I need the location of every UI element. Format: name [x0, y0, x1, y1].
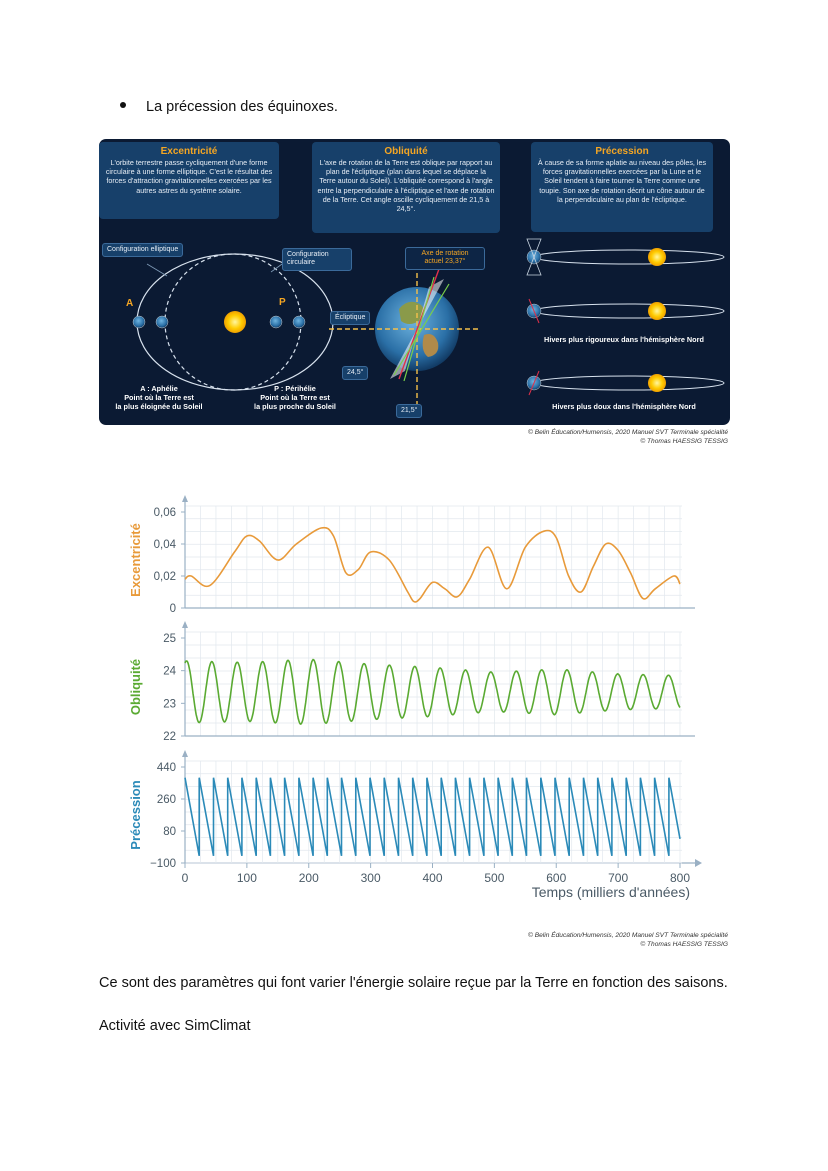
aphelie-label: A : Aphélie Point où la Terre est la plus éloignée du Soleil [115, 384, 203, 411]
y-tick-label: 23 [163, 698, 176, 711]
x-tick-label: 100 [236, 871, 257, 885]
x-tick-label: 500 [484, 871, 505, 885]
x-tick-label: 300 [360, 871, 381, 885]
excentricite-title: Excentricité [160, 146, 218, 157]
letter-p: P [279, 297, 286, 308]
bullet-text: La précession des équinoxes. [146, 99, 338, 115]
x-tick-label: 400 [422, 871, 443, 885]
precession-row-2 [527, 299, 724, 323]
config-elliptique-label: Configuration elliptique [102, 243, 183, 257]
y-axis-arrow [182, 621, 188, 628]
panel-label: Obliquité [128, 658, 143, 716]
hivers-rigoureux-label: Hivers plus rigoureux dans l'hémisphère Nord [544, 335, 704, 344]
x-tick-label: 0 [181, 871, 189, 885]
y-tick-label: 0,02 [153, 571, 176, 583]
letter-a: A [126, 298, 134, 309]
precession-text: À cause de sa forme aplatie au niveau des pôles, les forces gravitationnelles exercées par la Lune et le Soleil tendent à faire tourner la Terre comme une toupie. Son axe de rotation décrit un cône autour de la perpendiculaire au plan de l'écliptique. [537, 158, 707, 204]
hivers-doux-label: Hivers plus doux dans l'hémisphère Nord [552, 402, 696, 411]
precession-row-3 [527, 371, 724, 395]
earth-aphelie-circular-icon [156, 316, 168, 328]
panel-label: Excentricité [128, 523, 143, 597]
credit-chart [528, 931, 728, 949]
y-tick-label: 0,04 [153, 539, 176, 551]
obliquite-title: Obliquité [384, 146, 428, 157]
credit-figure [528, 428, 728, 446]
y-tick-label: 22 [163, 731, 176, 743]
y-tick-label: 24 [163, 665, 176, 678]
angle-min-label: 21,5° [396, 404, 422, 418]
y-tick-label: −100 [150, 858, 176, 870]
y-tick-label: 0 [169, 603, 176, 615]
x-tick-label: 600 [546, 871, 567, 885]
bullet-item [120, 99, 338, 115]
x-axis-arrow [695, 859, 702, 867]
y-tick-label: 260 [156, 794, 176, 806]
paragraph-simclimat: Activité avec SimClimat [99, 1018, 251, 1034]
figure-illustration [99, 139, 730, 425]
x-tick-label: 200 [298, 871, 319, 885]
earth-aphelie-icon [133, 316, 145, 328]
y-tick-label: 0,06 [153, 507, 176, 519]
perihelie-label: P : Périhélie Point où la Terre est la plus proche du Soleil [254, 384, 336, 411]
y-tick-label: 80 [163, 826, 176, 838]
x-tick-label: 700 [608, 871, 629, 885]
angle-max-label: 24,5° [342, 366, 368, 380]
x-axis-label: Temps (milliers d'années) [531, 884, 690, 900]
y-tick-label: 25 [163, 633, 176, 645]
axe-rotation-label: Axe de rotation actuel 23,37° [405, 247, 485, 270]
precession-row-1 [527, 239, 724, 275]
earth-perihelie-circular-icon [293, 316, 305, 328]
x-tick-label: 800 [669, 871, 691, 885]
bullet-icon [120, 102, 126, 108]
y-axis-arrow [182, 750, 188, 757]
excentricite-text: L'orbite terrestre passe cycliquement d'une forme circulaire à une forme elliptique. C'est le résultat des forces d'attraction gravitationnelles exercées par les autres astres du système solaire. [105, 158, 273, 195]
y-tick-label: 440 [156, 762, 176, 774]
paragraph-seasons: Ce sont des paramètres qui font varier l'énergie solaire reçue par la Terre en fonction des saisons. [99, 975, 728, 991]
orbital-parameters-chart [120, 490, 710, 910]
y-axis-arrow [182, 495, 188, 502]
credit-figure-line1: © Belin Éducation/Humensis, 2020 Manuel SVT Terminale spécialité [528, 429, 728, 436]
credit-figure-line2: © Thomas HAESSIG TESSIG [640, 438, 728, 445]
ecliptique-label: Écliptique [330, 311, 370, 325]
orbital-parameters-figure [99, 139, 730, 425]
sun-icon [224, 311, 246, 333]
config-circulaire-label: Configuration circulaire [282, 248, 352, 271]
earth-perihelie-icon [270, 316, 282, 328]
obliquite-text: L'axe de rotation de la Terre est oblique par rapport au plan de l'écliptique (plan dans lequel se déplace la Terre autour du Soleil). L'obliquité correspond à l'angle entre la perpendiculaire à l'écliptique et l'axe de rotation de la Terre. Cet angle oscille cycliquement de 21,5 à 24,5°. [317, 158, 495, 214]
credit-chart-line1: © Belin Éducation/Humensis, 2020 Manuel SVT Terminale spécialité [528, 932, 728, 939]
credit-chart-line2: © Thomas HAESSIG TESSIG [640, 941, 728, 948]
precession-title: Précession [595, 146, 649, 157]
panel-label: Précession [128, 780, 143, 850]
